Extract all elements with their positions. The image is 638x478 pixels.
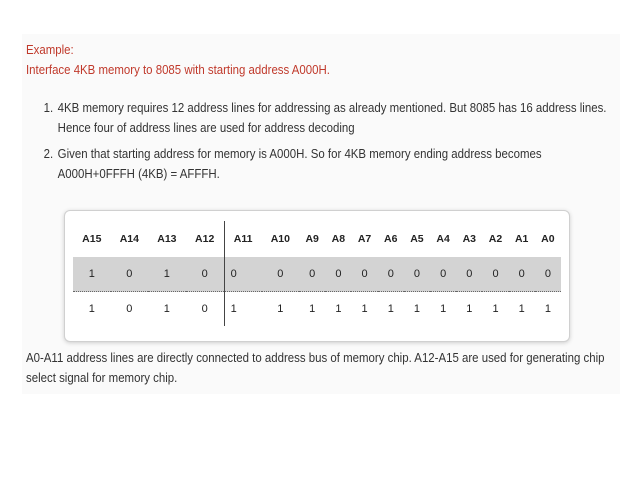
bit-cell: 1 [73,292,111,327]
bit-cell: 1 [482,292,508,327]
bit-cell: 0 [186,292,225,327]
steps-list [26,98,607,190]
bit-cell: 1 [299,292,325,327]
bit-cell: 1 [509,292,535,327]
bit-cell: 0 [430,257,456,292]
bit-cell: 1 [430,292,456,327]
bit-cell: 0 [404,257,430,292]
bit-cell: 0 [111,292,149,327]
bit-cell: 0 [299,257,325,292]
bit-cell: 0 [456,257,482,292]
header-cell: A5 [410,233,424,245]
header-cell: A1 [514,233,529,245]
header-cell: A0 [541,233,555,245]
header-cell: A15 [82,233,102,245]
step-number: 1. [43,100,54,115]
address-bit-table [73,221,561,326]
bit-cell: 1 [378,292,404,327]
header-cell: A7 [357,233,372,245]
step-text: Given that starting address for memory is A000H. So for 4KB memory ending address becomes A000H+0FFFH (4KB) = AFFFH. [57,146,542,181]
header-cell: A3 [462,233,477,245]
header-cell: A6 [384,233,398,245]
address-table-card [64,210,570,342]
step-item [26,144,607,184]
step-number: 2. [43,146,54,161]
header-cell: A13 [157,233,177,245]
bit-cell: 0 [325,257,351,292]
table-header-row [73,221,561,257]
header-cell: A10 [270,233,290,245]
bit-cell: 1 [351,292,377,327]
bit-cell: 1 [148,292,186,327]
header-cell: A9 [305,233,319,245]
bit-cell: 1 [224,292,261,327]
example-heading-block [26,40,330,80]
bit-cell: 1 [262,292,300,327]
bit-cell: 1 [148,257,186,292]
bit-cell: 0 [351,257,377,292]
bit-cell: 0 [535,257,561,292]
header-cell: A8 [331,233,346,245]
bit-cell: 0 [111,257,149,292]
address-lines-note: A0-A11 address lines are directly connected to address bus of memory chip. A12-A15 are used for generating chip select signal for memory chip. [26,350,605,385]
bit-cell: 0 [378,257,404,292]
bit-cell: 1 [404,292,430,327]
bit-cell: 1 [73,257,111,292]
bit-cell: 1 [325,292,351,327]
bit-cell: 0 [509,257,535,292]
bit-cell: 0 [224,257,261,292]
header-cell: A12 [186,221,225,257]
table-row-end-address [73,292,561,327]
table-row-start-address [73,257,561,292]
header-cell: A14 [119,233,139,245]
bit-cell: 0 [262,257,300,292]
example-task: Interface 4KB memory to 8085 with starting address A000H. [26,62,330,77]
bit-cell: 0 [186,257,225,292]
header-cell: A4 [436,233,450,245]
example-label: Example: [26,42,74,57]
bit-cell: 1 [456,292,482,327]
header-cell: A11 [233,233,253,245]
header-cell: A2 [488,233,503,245]
bit-cell: 0 [482,257,508,292]
step-item [26,98,607,138]
bit-cell: 1 [535,292,561,327]
step-text: 4KB memory requires 12 address lines for addressing as already mentioned. But 8085 has 16 address lines. Hence four of address lines are used for address decoding [57,100,607,135]
